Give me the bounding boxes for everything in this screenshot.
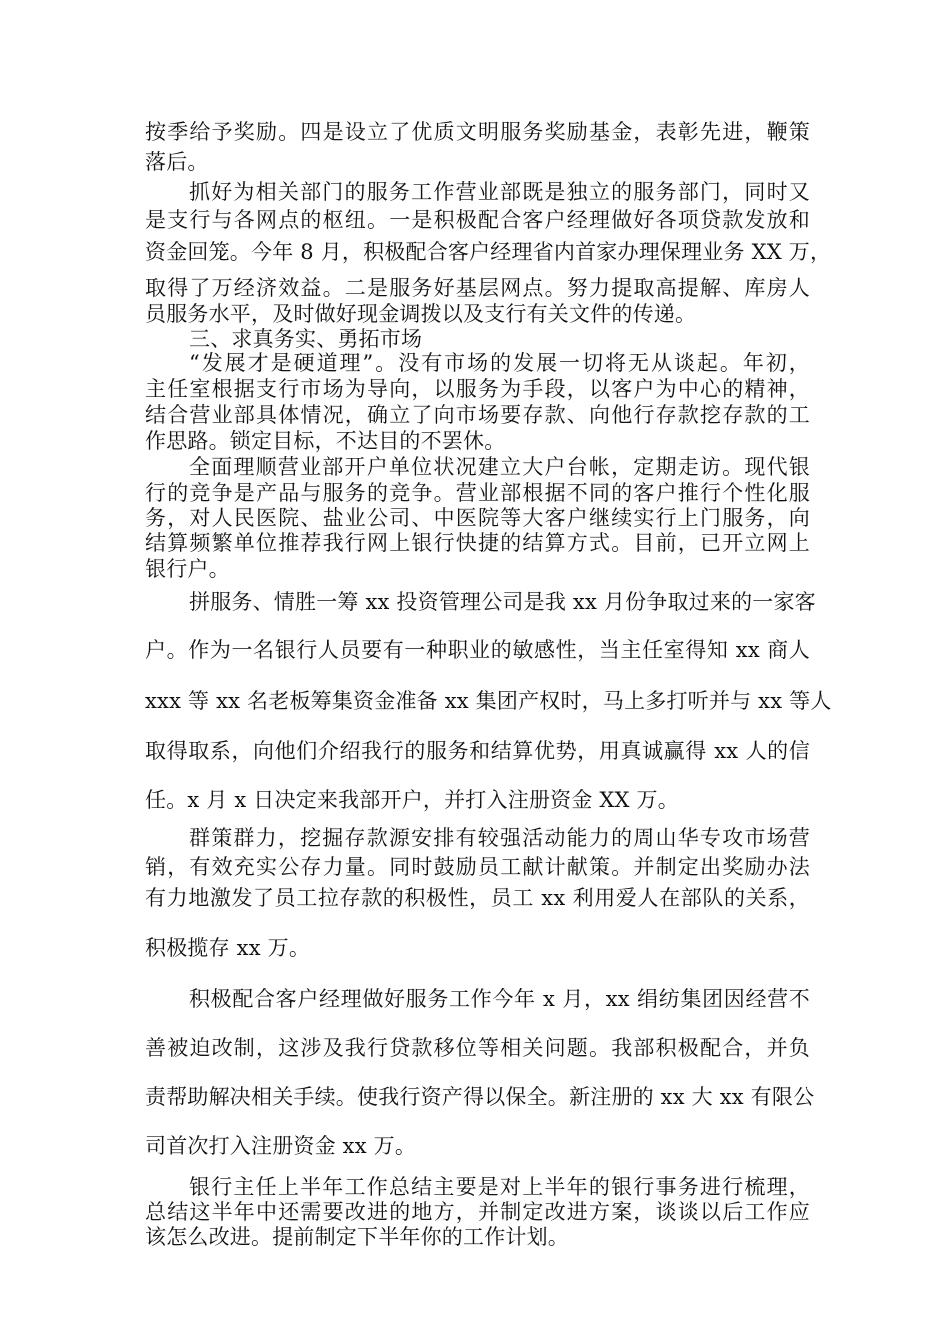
text-line: “发展才是硬道理”。没有市场的发展一切将无从谈起。年初， <box>189 351 810 375</box>
text-line: xxx 等 xx 名老板筹集资金准备 xx 集团产权时，马上多打听并与 xx 等人 <box>145 689 832 713</box>
text-line: 取得取系，向他们介绍我行的服务和结算优势，用真诚赢得 xx 人的信 <box>145 739 810 763</box>
text-line: 户。作为一名银行人员要有一种职业的敏感性，当主任室得知 xx 商人 <box>145 638 810 662</box>
text-line: 群策群力，挖掘存款源安排有较强活动能力的周山华专攻市场营 <box>189 826 810 850</box>
text-line: 落后。 <box>145 150 209 174</box>
text-line: 务，对人民医院、盐业公司、中医院等大客户继续实行上门服务，向 <box>145 506 810 530</box>
text-line: 全面理顺营业部开户单位状况建立大户台帐，定期走访。现代银 <box>189 455 810 479</box>
text-line: 该怎么改进。提前制定下半年你的工作计划。 <box>145 1225 569 1249</box>
text-line: 员服务水平，及时做好现金调拨以及支行有关文件的传递。 <box>145 302 697 326</box>
text-line: 资金回笼。今年 8 月，积极配合客户经理省内首家办理保理业务 XX 万， <box>145 240 832 264</box>
text-line: 任。x 月 x 日决定来我部开户，并打入注册资金 XX 万。 <box>145 788 679 812</box>
text-line: 作思路。锁定目标，不达目的不罢休。 <box>145 429 506 453</box>
text-line: 积极揽存 xx 万。 <box>145 936 311 960</box>
text-line: 是支行与各网点的枢纽。一是积极配合客户经理做好各项贷款发放和 <box>145 208 810 232</box>
text-line: 责帮助解决相关手续。使我行资产得以保全。新注册的 xx 大 xx 有限公 <box>145 1085 815 1109</box>
text-line: 按季给予奖励。四是设立了优质文明服务奖励基金，表彰先进，鞭策 <box>145 120 810 144</box>
text-line: 取得了万经济效益。二是服务好基层网点。努力提取高提解、库房人 <box>145 276 810 300</box>
text-line: 银行主任上半年工作总结主要是对上半年的银行事务进行梳理， <box>189 1175 810 1199</box>
text-line: 总结这半年中还需要改进的地方，并制定改进方案，谈谈以后工作应 <box>145 1200 810 1224</box>
text-line: 抓好为相关部门的服务工作营业部既是独立的服务部门，同时又 <box>189 180 810 204</box>
text-line: 结合营业部具体情况，确立了向市场要存款、向他行存款挖存款的工 <box>145 403 810 427</box>
text-line: 行的竞争是产品与服务的竞争。营业部根据不同的客户推行个性化服 <box>145 481 810 505</box>
section-heading: 三、求真务实、勇拓市场 <box>189 327 423 351</box>
text-line: 银行户。 <box>145 557 230 581</box>
text-line: 有力地激发了员工拉存款的积极性，员工 xx 利用爱人在部队的关系， <box>145 886 810 910</box>
text-line: 司首次打入注册资金 xx 万。 <box>145 1134 417 1158</box>
document-page <box>145 0 832 1344</box>
text-line: 结算频繁单位推荐我行网上银行快捷的结算方式。目前，已开立网上 <box>145 531 810 555</box>
text-line: 销，有效充实公存力量。同时鼓励员工献计献策。并制定出奖励办法 <box>145 855 810 879</box>
text-line: 积极配合客户经理做好服务工作今年 x 月，xx 绢纺集团因经营不 <box>189 987 810 1011</box>
text-line: 主任室根据支行市场为导向，以服务为手段，以客户为中心的精神， <box>145 377 810 401</box>
text-line: 善被迫改制，这涉及我行贷款移位等相关问题。我部积极配合，并负 <box>145 1036 810 1060</box>
text-line: 拼服务、情胜一筹 xx 投资管理公司是我 xx 月份争取过来的一家客 <box>189 590 816 614</box>
